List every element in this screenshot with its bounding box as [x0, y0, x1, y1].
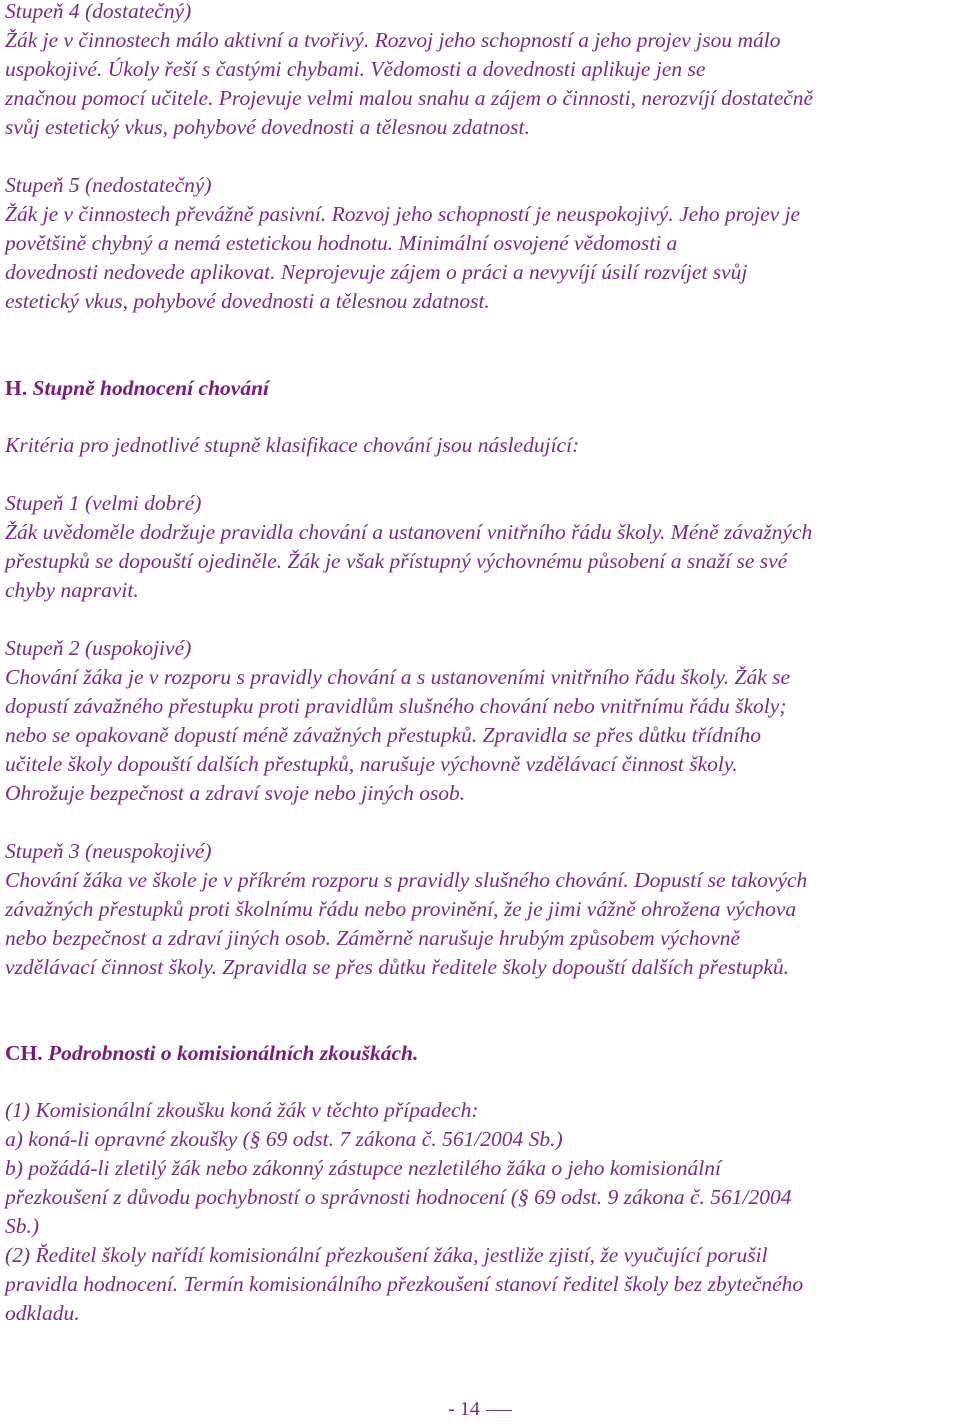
grade-5-title: Stupeň 5 (nedostatečný) [5, 173, 212, 197]
behavior-3-line-1: Chování žáka ve škole je v příkrém rozporu s pravidly slušného chování. Dopustí se takových [5, 868, 808, 892]
exam-line-2: a) koná-li opravné zkoušky (§ 69 odst. 7 zákona č. 561/2004 Sb.) [5, 1127, 563, 1151]
behavior-1-line-1: Žák uvědoměle dodržuje pravidla chování a ustanovení vnitřního řádu školy. Méně závažných [5, 520, 813, 544]
behavior-3-line-2: závažných přestupků proti školnímu řádu nebo provinění, že je jimi vážně ohrožena výchova [5, 897, 797, 921]
behavior-1-line-2: přestupků se dopouští ojediněle. Žák je však přístupný výchovnému působení a snaží se své [5, 549, 788, 573]
section-heading-h [5, 374, 269, 403]
behavior-1-line-3: chyby napravit. [5, 578, 139, 602]
exam-line-1: (1) Komisionální zkoušku koná žák v těchto případech: [5, 1098, 479, 1122]
heading-h-title: Stupně hodnocení chování [32, 376, 270, 400]
page-number-dash [486, 1410, 512, 1411]
heading-ch-number: CH. [5, 1041, 43, 1065]
behavior-3-line-4: vzdělávací činnost školy. Zpravidla se přes důtku ředitele školy dopouští dalších přestupků. [5, 955, 790, 979]
grade-4-line-2: uspokojivé. Úkoly řeší s častými chybami. Vědomosti a dovednosti aplikuje jen se [5, 57, 706, 81]
exam-line-4: přezkoušení z důvodu pochybností o správnosti hodnocení (§ 69 odst. 9 zákona č. 561/2004 [5, 1185, 792, 1209]
behavior-2-line-1: Chování žáka je v rozporu s pravidly chování a s ustanoveními vnitřního řádu školy. Žák se [5, 665, 791, 689]
behavior-2-title: Stupeň 2 (uspokojivé) [5, 636, 192, 660]
grade-5-line-4: estetický vkus, pohybové dovednosti a tělesnou zdatnost. [5, 289, 490, 313]
behavior-3-line-3: nebo bezpečnost a zdraví jiných osob. Záměrně narušuje hrubým způsobem výchovně [5, 926, 741, 950]
grade-4-title: Stupeň 4 (dostatečný) [5, 0, 192, 23]
grade-5-line-3: dovednosti nedovede aplikovat. Neprojevuje zájem o práci a nevyvíjí úsilí rozvíjet svůj [5, 260, 748, 284]
grade-4-line-3: značnou pomocí učitele. Projevuje velmi malou snahu a zájem o činnosti, nerozvíjí dostatečně [5, 86, 814, 110]
heading-h-number: H. [5, 376, 28, 400]
grade-5-line-2: povětšině chybný a nemá estetickou hodnotu. Minimální osvojené vědomosti a [5, 231, 678, 255]
exam-line-6: (2) Ředitel školy nařídí komisionální přezkoušení žáka, jestliže zjistí, že vyučující porušil [5, 1243, 768, 1267]
heading-ch-title: Podrobnosti o komisionálních zkouškách. [48, 1041, 419, 1065]
exam-line-7: pravidla hodnocení. Termín komisionálního přezkoušení stanoví ředitel školy bez zbytečného [5, 1272, 804, 1296]
grade-4-line-4: svůj estetický vkus, pohybové dovednosti a tělesnou zdatnost. [5, 115, 530, 139]
exam-line-3: b) požádá-li zletilý žák nebo zákonný zástupce nezletilého žáka o jeho komisionální [5, 1156, 721, 1180]
behavior-2-line-4: učitele školy dopouští dalších přestupků, narušuje výchovně vzdělávací činnost školy. [5, 752, 738, 776]
behavior-2-line-3: nebo se opakovaně dopustí méně závažných přestupků. Zpravidla se přes důtku třídního [5, 723, 761, 747]
exam-line-8: odkladu. [5, 1301, 80, 1325]
section-heading-ch [5, 1039, 418, 1068]
page-number: - 14 [448, 1398, 480, 1420]
behavior-3-title: Stupeň 3 (neuspokojivé) [5, 839, 212, 863]
behavior-1-title: Stupeň 1 (velmi dobré) [5, 491, 202, 515]
behavior-2-line-5: Ohrožuje bezpečnost a zdraví svoje nebo jiných osob. [5, 781, 466, 805]
page-number-footer [0, 1398, 960, 1421]
exam-line-5: Sb.) [5, 1214, 40, 1238]
criteria-intro: Kritéria pro jednotlivé stupně klasifikace chování jsou následující: [5, 433, 580, 457]
grade-4-line-1: Žák je v činnostech málo aktivní a tvořivý. Rozvoj jeho schopností a jeho projev jsou málo [5, 28, 781, 52]
behavior-2-line-2: dopustí závažného přestupku proti pravidlům slušného chování nebo vnitřnímu řádu školy; [5, 694, 787, 718]
grade-5-line-1: Žák je v činnostech převážně pasivní. Rozvoj jeho schopností je neuspokojivý. Jeho projev je [5, 202, 801, 226]
